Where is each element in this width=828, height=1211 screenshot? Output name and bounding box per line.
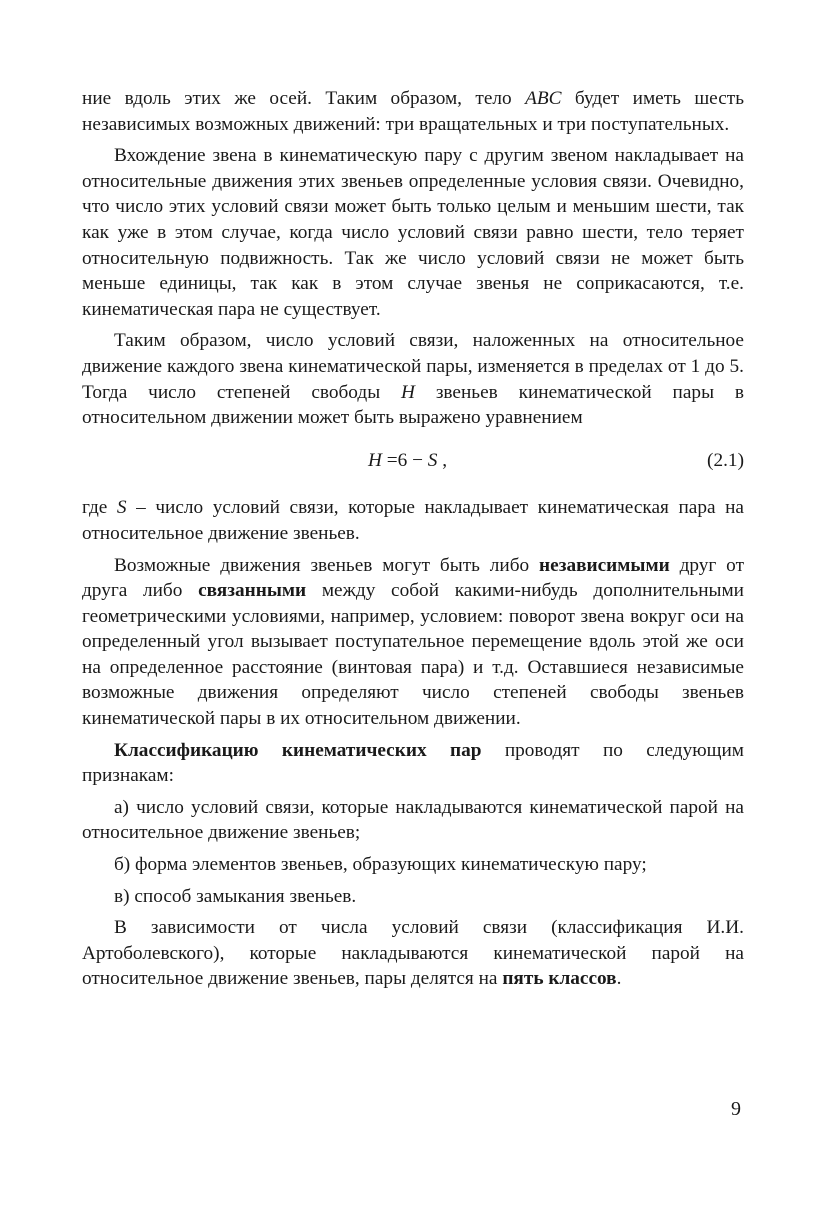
formula-number: (2.1) (707, 449, 744, 471)
list-item-a: а) число условий связи, которые накладываются кинематической парой на относительное движение звеньев; (82, 796, 744, 844)
text: ние вдоль этих же осей. Таким образом, тело (82, 88, 526, 109)
text: между собой какими-нибудь дополнительными геометрическими условиями, например, условием: поворот звена вокруг оси на определенный угол вызывает поступательное перемещение вдоль этой же оси на определенное расстояние (винтовая пара) и т.д. Оставшиеся независимые возможные движения определяют число степеней свободы звеньев кинематической пары в их относительном движении. (82, 580, 744, 730)
italic-h: H (401, 381, 415, 403)
paragraph-3 (82, 328, 744, 430)
text: В зависимости от числа условий связи (классификация И.И. Артоболевского), которые накладываются кинематической парой на относительное движение звеньев, пары делятся на (82, 917, 744, 990)
formula-end: , (437, 449, 448, 471)
formula-expression (368, 448, 447, 474)
page-number: 9 (731, 1098, 741, 1120)
bold-term: связанными (198, 580, 307, 602)
bold-term: пять классов (502, 968, 617, 990)
text: проводят по следующим признакам: (82, 739, 744, 787)
paragraph-2: Вхождение звена в кинематическую пару с другим звеном накладывает на относительные движения этих звеньев определенные условия связи. Очевидно, что число этих условий связи может быть только целым и меньшим шести, так как уже в этом случае, когда число условий связи равно шести, тело теряет относительную подвижность. Так же число условий связи не может быть меньше единицы, так как в этом случае звенья не соприкасаются, т.е. кинематическая пара не существует. (82, 145, 744, 320)
formula-h: H (368, 449, 382, 471)
paragraph-4 (82, 495, 744, 546)
bold-term: Классификацию кинематических пар (114, 739, 482, 761)
list-item-c: в) способ замыкания звеньев. (114, 885, 357, 907)
text: звеньев кинематической пары в относительном движении может быть выражено уравнением (82, 381, 744, 429)
italic-abc: ABC (525, 88, 562, 109)
formula-s: S (427, 449, 438, 471)
italic-s: S (116, 497, 127, 519)
text: – число условий связи, которые накладывает кинематическая пара на относительное движение звеньев. (82, 497, 744, 544)
formula-mid: =6 − (381, 449, 428, 471)
bold-term: независимыми (539, 554, 670, 576)
text: Возможные движения звеньев могут быть либо (114, 554, 540, 576)
text: где (82, 497, 117, 519)
text: будет иметь шесть независимых возможных движений: три вращательных и три поступательных. (82, 88, 744, 135)
text: . (616, 968, 622, 990)
text: друг от друга либо (82, 554, 744, 602)
list-item-b: б) форма элементов звеньев, образующих кинематическую пару; (114, 854, 647, 876)
page-body (82, 86, 744, 992)
paragraph-5 (82, 553, 744, 732)
paragraph-6 (82, 738, 744, 789)
paragraph-1 (82, 86, 744, 137)
text: Таким образом, число условий связи, наложенных на относительное движение каждого звена кинематической пары, изменяется в пределах от 1 до 5. Тогда число степеней свободы (82, 330, 744, 403)
paragraph-7 (82, 915, 744, 992)
formula-2-1 (82, 448, 744, 474)
